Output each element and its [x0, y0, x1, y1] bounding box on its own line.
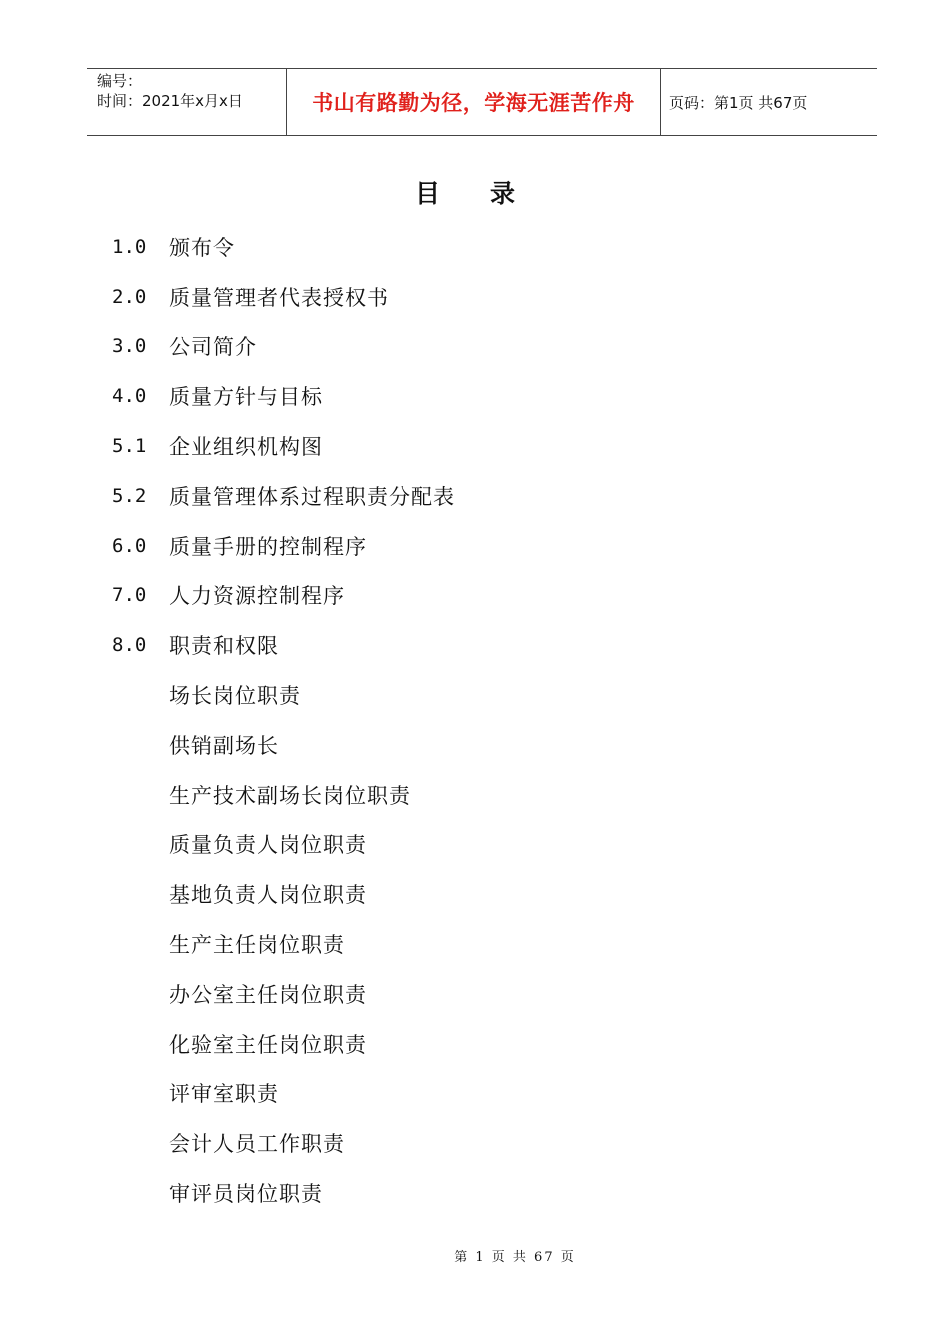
toc-entry-label: 质量手册的控制程序 — [169, 534, 367, 559]
toc-entry-label: 生产主任岗位职责 — [169, 933, 345, 958]
toc-entry[interactable] — [112, 670, 455, 720]
toc-entry[interactable] — [112, 919, 455, 969]
toc-entry[interactable] — [112, 421, 455, 471]
toc-entry-label: 供销副场长 — [169, 733, 279, 758]
header-meta-cell — [87, 69, 287, 135]
toc-entry-number: 6.0 — [112, 534, 147, 557]
document-number-label: 编号： — [97, 72, 143, 90]
toc-entry-number: 8.0 — [112, 634, 147, 657]
toc-entry-number: 3.0 — [112, 335, 147, 358]
toc-entry-label: 化验室主任岗位职责 — [169, 1032, 367, 1057]
toc-entry-label: 质量管理体系过程职责分配表 — [169, 484, 455, 509]
toc-entry-label: 企业组织机构图 — [169, 435, 323, 460]
page-footer: 第 1 页 共 67 页 — [454, 1250, 576, 1265]
toc-entry[interactable] — [112, 272, 455, 322]
toc-entry-label: 人力资源控制程序 — [169, 584, 345, 609]
toc-entry-label: 基地负责人岗位职责 — [169, 883, 367, 908]
toc-entry[interactable] — [112, 371, 455, 421]
toc-entry[interactable] — [112, 521, 455, 571]
toc-entry-number: 2.0 — [112, 285, 147, 308]
toc-entry[interactable] — [112, 571, 455, 621]
toc-entry-label: 场长岗位职责 — [169, 684, 301, 709]
toc-entry-label: 审评员岗位职责 — [169, 1182, 323, 1207]
toc-entry-label: 质量管理者代表授权书 — [169, 285, 389, 310]
table-of-contents — [112, 222, 455, 1218]
header-motto: 书山有路勤为径，学海无涯苦作舟 — [312, 91, 635, 115]
toc-entry[interactable] — [112, 1168, 455, 1218]
document-header — [87, 68, 877, 136]
toc-entry[interactable] — [112, 770, 455, 820]
toc-entry-label: 质量负责人岗位职责 — [169, 833, 367, 858]
toc-entry[interactable] — [112, 869, 455, 919]
toc-entry-label: 会计人员工作职责 — [169, 1132, 345, 1157]
toc-entry-label: 生产技术副场长岗位职责 — [169, 783, 411, 808]
toc-entry[interactable] — [112, 720, 455, 770]
header-page-info: 页码：第1页 共67页 — [669, 93, 808, 112]
toc-entry-number: 5.1 — [112, 435, 147, 458]
toc-entry-label: 质量方针与目标 — [169, 385, 323, 410]
toc-entry[interactable] — [112, 471, 455, 521]
toc-entry-label: 办公室主任岗位职责 — [169, 982, 367, 1007]
toc-entry-label: 公司简介 — [169, 335, 257, 360]
toc-entry[interactable] — [112, 322, 455, 372]
toc-entry-number: 5.2 — [112, 484, 147, 507]
toc-entry-number: 1.0 — [112, 235, 147, 258]
header-page-cell — [661, 69, 877, 135]
toc-entry-label: 职责和权限 — [169, 634, 279, 659]
header-motto-cell — [287, 69, 661, 135]
toc-entry[interactable] — [112, 1118, 455, 1168]
toc-entry-label: 评审室职责 — [169, 1082, 279, 1107]
toc-entry[interactable] — [112, 620, 455, 670]
toc-entry[interactable] — [112, 969, 455, 1019]
toc-entry[interactable] — [112, 1019, 455, 1069]
toc-entry-label: 颁布令 — [169, 235, 235, 260]
document-time-label: 时间：2021年x月x日 — [97, 92, 243, 110]
toc-entry-number: 7.0 — [112, 584, 147, 607]
toc-entry[interactable] — [112, 1069, 455, 1119]
toc-entry[interactable] — [112, 222, 455, 272]
toc-entry[interactable] — [112, 820, 455, 870]
page-title: 目录 — [414, 179, 565, 208]
toc-entry-number: 4.0 — [112, 385, 147, 408]
